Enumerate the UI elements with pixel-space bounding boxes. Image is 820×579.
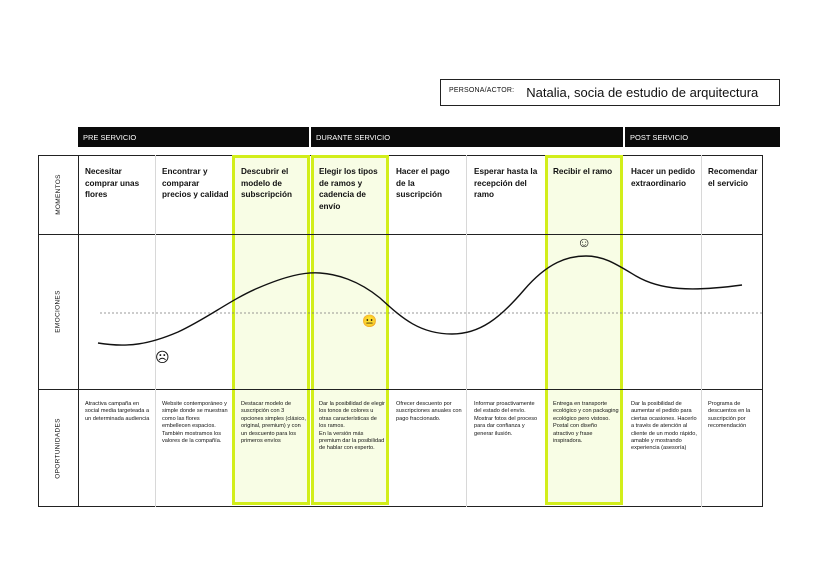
phase-pre-servicio: PRE SERVICIO xyxy=(78,127,309,147)
moment-necesitar: Necesitar comprar unas flores xyxy=(85,167,140,199)
opportunity-elegir: Dar la posibilidad de elegir los tonos de colores u otras características de los ramos. En la versión más premium dar la posibilidad de hablar con experto. xyxy=(319,401,385,452)
sad-face-icon: ☹ xyxy=(155,349,170,365)
emotion-curve xyxy=(98,256,742,345)
opportunity-necesitar: Atractiva campaña en social media targeteada a un determinada audiencia xyxy=(85,401,150,422)
moment-pedido-extraordinario: Hacer un pedido extraordinario xyxy=(631,167,696,188)
moment-encontrar: Encontrar y comparar precios y calidad xyxy=(162,167,229,199)
opportunity-encontrar: Website contemporáneo y simple donde se muestran como las flores embellecen espacios. También mostramos los valores de la compañía. xyxy=(162,401,228,445)
persona-label: PERSONA/ACTOR: xyxy=(449,87,515,94)
moment-pago: Hacer el pago de la suscripción xyxy=(396,167,450,199)
neutral-face-icon: 😐 xyxy=(362,314,377,328)
opportunity-pago: Ofrecer descuento por suscripciones anuales con pago fraccionado. xyxy=(396,401,462,422)
opportunity-descubrir: Destacar modelo de suscripción con 3 opciones simples (clásico, original, premium) y con un descuento para los primeros envíos xyxy=(241,401,306,445)
opportunity-esperar: Informar proactivamente del estado del envío. Mostrar fotos del proceso para dar confianza y generar ilusión. xyxy=(474,401,538,437)
opportunity-recibir: Entrega en transporte ecológico y con packaging ecológico pero vistoso. Postal con diseño atractivo y frase inspiradora. xyxy=(553,401,619,445)
happy-face-icon: ☺ xyxy=(577,234,592,250)
moment-recibir: Recibir el ramo xyxy=(553,167,613,176)
moment-esperar: Esperar hasta la recepción del ramo xyxy=(474,167,538,199)
phase-durante-servicio: DURANTE SERVICIO xyxy=(311,127,623,147)
phase-post-servicio: POST SERVICIO xyxy=(625,127,780,147)
moment-descubrir: Descubrir el modelo de subscripción xyxy=(241,167,292,199)
moment-elegir: Elegir los tipos de ramos y cadencia de envío xyxy=(319,167,378,211)
row-label-emociones: EMOCIONES xyxy=(54,290,62,333)
moment-recomendar: Recomendar el servicio xyxy=(708,167,758,188)
row-label-oportunidades: OPORTUNIDADES xyxy=(54,417,62,479)
opportunity-recomendar: Programa de descuentos en la suscripción por recomendación xyxy=(708,401,751,430)
row-label-momentos: MOMENTOS xyxy=(54,174,62,215)
opportunity-pedido-extraordinario: Dar la posibilidad de aumentar el pedido para ciertas ocasiones. Hacerlo a través de atención al cliente de un modo rápido, amable y mostrando experiencia (asesoría) xyxy=(631,401,697,452)
persona-name: Natalia, socia de estudio de arquitectura xyxy=(526,85,759,100)
